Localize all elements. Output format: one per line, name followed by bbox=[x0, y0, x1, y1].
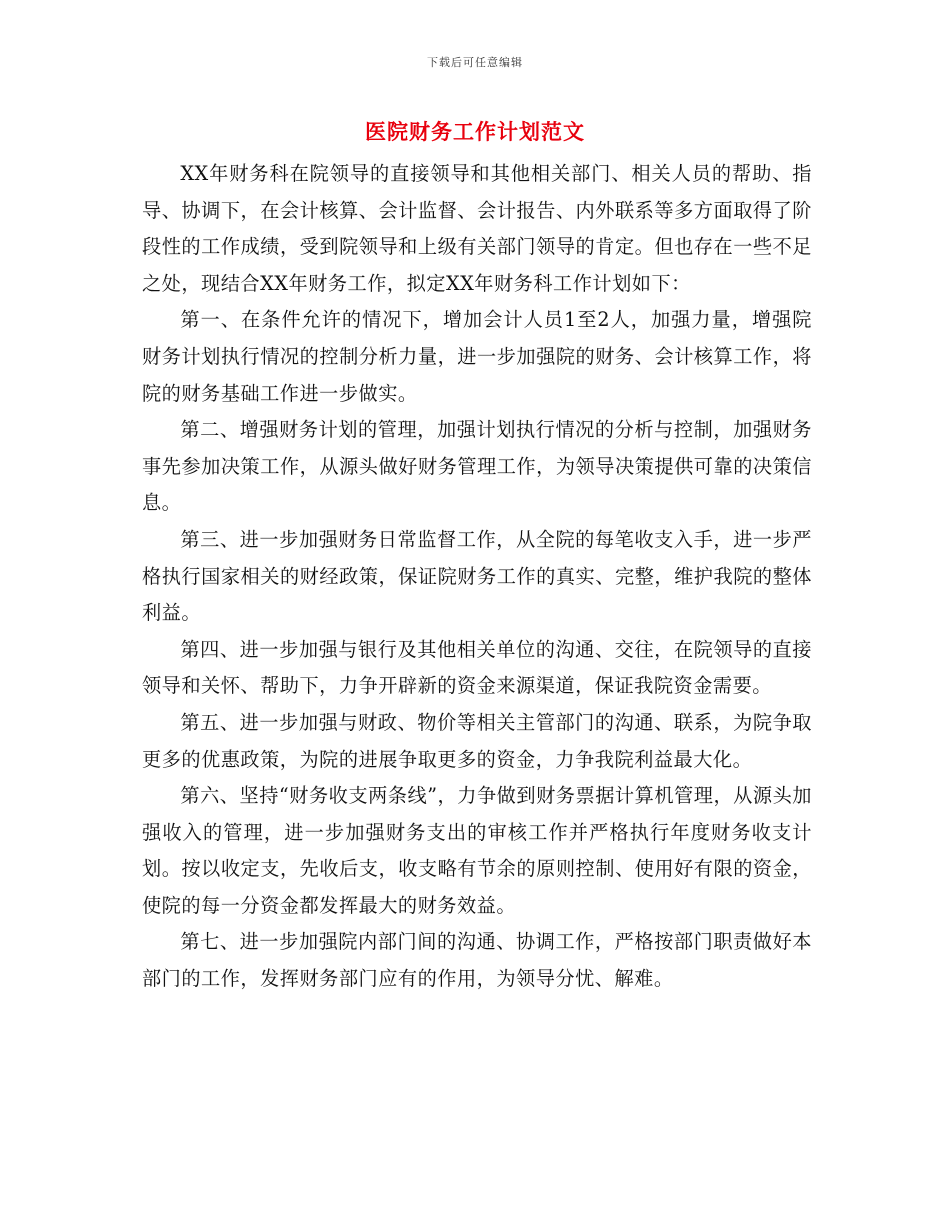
paragraph-item-6: 第六、坚持“财务收支两条线”，力争做到财务票据计算机管理，从源头加强收入的管理，进一步加强财务支出的审核工作并严格执行年度财务收支计划。按以收定支，先收后支，收支略有节余的原则控制、使用好有限的资金，使院的每一分资金都发挥最大的财务效益。 bbox=[142, 784, 812, 917]
paragraph-intro: XX年财务科在院领导的直接领导和其他相关部门、相关人员的帮助、指导、协调下，在会计核算、会计监督、会计报告、内外联系等多方面取得了阶段性的工作成绩，受到院领导和上级有关部门领导的肯定。但也存在一些不足之处，现结合XX年财务工作，拟定XX年财务科工作计划如下： bbox=[142, 162, 812, 295]
paragraph-item-7: 第七、进一步加强院内部门间的沟通、协调工作，严格按部门职责做好本部门的工作，发挥财务部门应有的作用，为领导分忧、解难。 bbox=[142, 930, 812, 991]
paragraph-item-3: 第三、进一步加强财务日常监督工作，从全院的每笔收支入手，进一步严格执行国家相关的财经政策，保证院财务工作的真实、完整，维护我院的整体利益。 bbox=[142, 527, 812, 625]
paragraph-item-1: 第一、在条件允许的情况下，增加会计人员1至2人，加强力量，增强院财务计划执行情况的控制分析力量，进一步加强院的财务、会计核算工作，将院的财务基础工作进一步做实。 bbox=[142, 308, 812, 405]
document-title: 医院财务工作计划范文 bbox=[365, 119, 585, 144]
header-note: 下载后可任意编辑 bbox=[427, 56, 523, 69]
paragraph-item-2: 第二、增强财务计划的管理，加强计划执行情况的分析与控制，加强财务事先参加决策工作，从源头做好财务管理工作，为领导决策提供可靠的决策信息。 bbox=[142, 418, 812, 515]
paragraph-item-5: 第五、进一步加强与财政、物价等相关主管部门的沟通、联系，为院争取更多的优惠政策，为院的进展争取更多的资金，力争我院利益最大化。 bbox=[142, 710, 812, 771]
document-body bbox=[142, 156, 812, 998]
paragraph-item-4: 第四、进一步加强与银行及其他相关单位的沟通、交往，在院领导的直接领导和关怀、帮助下，力争开辟新的资金来源渠道，保证我院资金需要。 bbox=[142, 637, 812, 698]
